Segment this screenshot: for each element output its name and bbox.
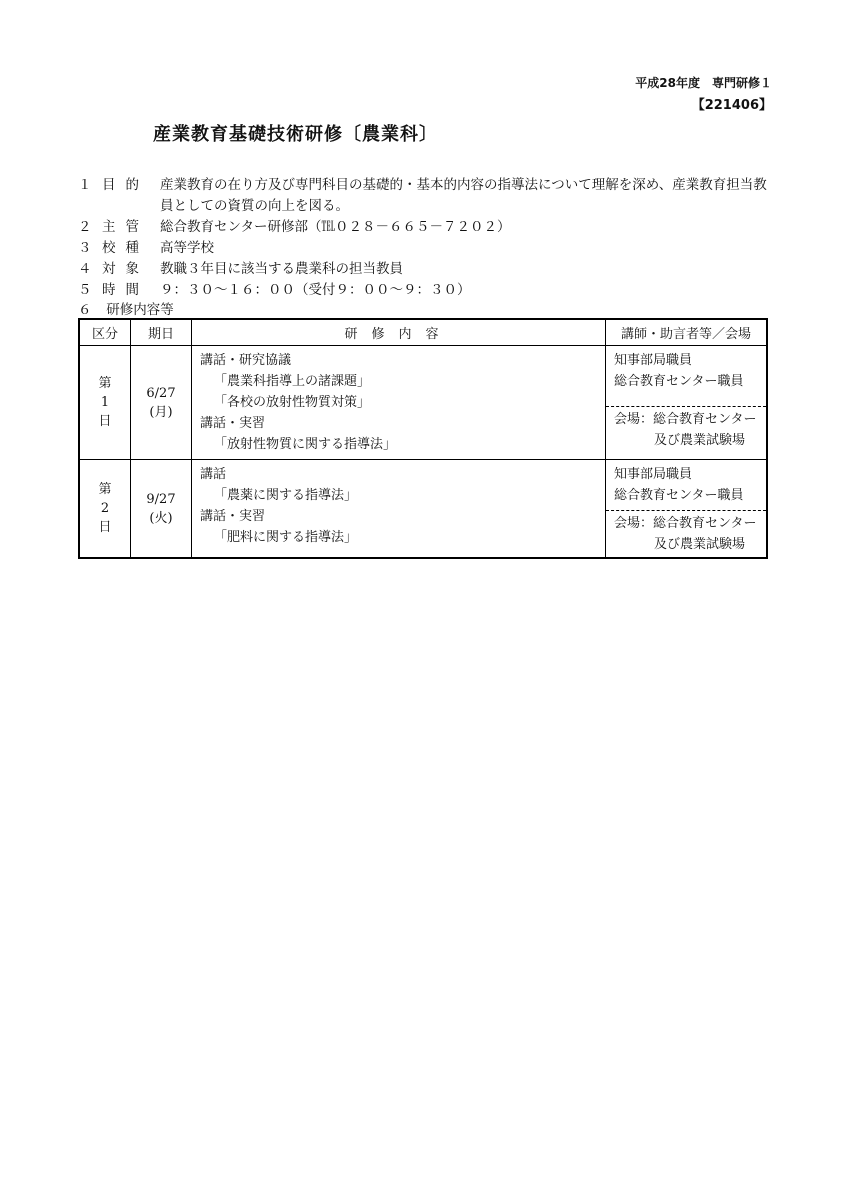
instructor-cell (606, 460, 768, 559)
column-header: 期日 (131, 319, 192, 346)
column-header: 講師・助言者等／会場 (606, 319, 768, 346)
list-item (78, 238, 778, 259)
instructor-cell (606, 346, 768, 460)
list-item (78, 217, 778, 238)
course-code: 【221406】 (691, 98, 772, 113)
day-label: 第 1 日 (98, 376, 112, 429)
content-line: 講話 (200, 467, 227, 482)
item-number: １ (78, 177, 92, 193)
day-label: 第 2 日 (98, 482, 112, 535)
item-text: 教職３年目に該当する農業科の担当教員 (160, 261, 403, 277)
list-item (78, 259, 778, 280)
instructor-list: 知事部局職員 総合教育センター職員 (614, 467, 744, 503)
item-label: 時間 (102, 282, 149, 298)
item-label: 対象 (102, 261, 149, 277)
list-item (78, 175, 778, 217)
section-heading (78, 298, 174, 318)
item-number: ６ (78, 302, 92, 318)
venue-info: 会場：総合教育センター 及び農業試験場 (606, 510, 766, 557)
item-number: ２ (78, 219, 92, 235)
content-line: 「肥料に関する指導法」 (214, 530, 358, 545)
item-number: ５ (78, 282, 92, 298)
item-text: 産業教育の在り方及び専門科目の基礎的・基本的内容の指導法について理解を深め、産業教育担当教員としての資質の向上を図る。 (160, 177, 767, 214)
date-cell (131, 460, 192, 559)
day-cell (79, 460, 131, 559)
fiscal-year-label: 平成28年度 専門研修１ (635, 76, 772, 90)
item-label: 校種 (102, 240, 149, 256)
item-text: 高等学校 (160, 240, 214, 256)
table-row (79, 346, 767, 460)
column-header: 研修内容 (192, 319, 606, 346)
item-text: ９：３０～１６：００（受付９：００～９：３０） (160, 282, 471, 298)
table-header-row (79, 319, 767, 346)
item-number: ４ (78, 261, 92, 277)
info-list (78, 175, 778, 301)
venue-info: 会場：総合教育センター 及び農業試験場 (606, 406, 766, 453)
content-cell (192, 346, 606, 460)
date-text: 9/27 (146, 491, 176, 507)
content-line: 講話・実習 (200, 509, 266, 524)
content-cell (192, 460, 606, 559)
content-line: 「各校の放射性物質対策」 (214, 395, 371, 410)
content-line: 「農薬に関する指導法」 (214, 488, 358, 503)
content-line: 「放射性物質に関する指導法」 (214, 437, 397, 452)
date-cell (131, 346, 192, 460)
item-text: 総合教育センター研修部（℡０２８－６６５－７２０２） (160, 219, 511, 235)
item-label: 目的 (102, 177, 149, 193)
content-line: 講話・実習 (200, 416, 266, 431)
item-label: 主管 (102, 219, 149, 235)
content-line: 「農業科指導上の諸課題」 (214, 374, 371, 389)
instructor-list: 知事部局職員 総合教育センター職員 (614, 353, 744, 389)
date-text: 6/27 (146, 385, 176, 401)
day-cell (79, 346, 131, 460)
column-header: 区分 (79, 319, 131, 346)
list-item (78, 280, 778, 301)
weekday-text: (月) (149, 404, 173, 420)
item-number: ３ (78, 240, 92, 256)
page-title: 産業教育基礎技術研修〔農業科〕 (153, 124, 438, 145)
weekday-text: (火) (149, 510, 173, 526)
table-row (79, 460, 767, 559)
schedule-table (78, 318, 768, 559)
section-label: 研修内容等 (106, 302, 174, 318)
content-line: 講話・研究協議 (200, 353, 292, 368)
